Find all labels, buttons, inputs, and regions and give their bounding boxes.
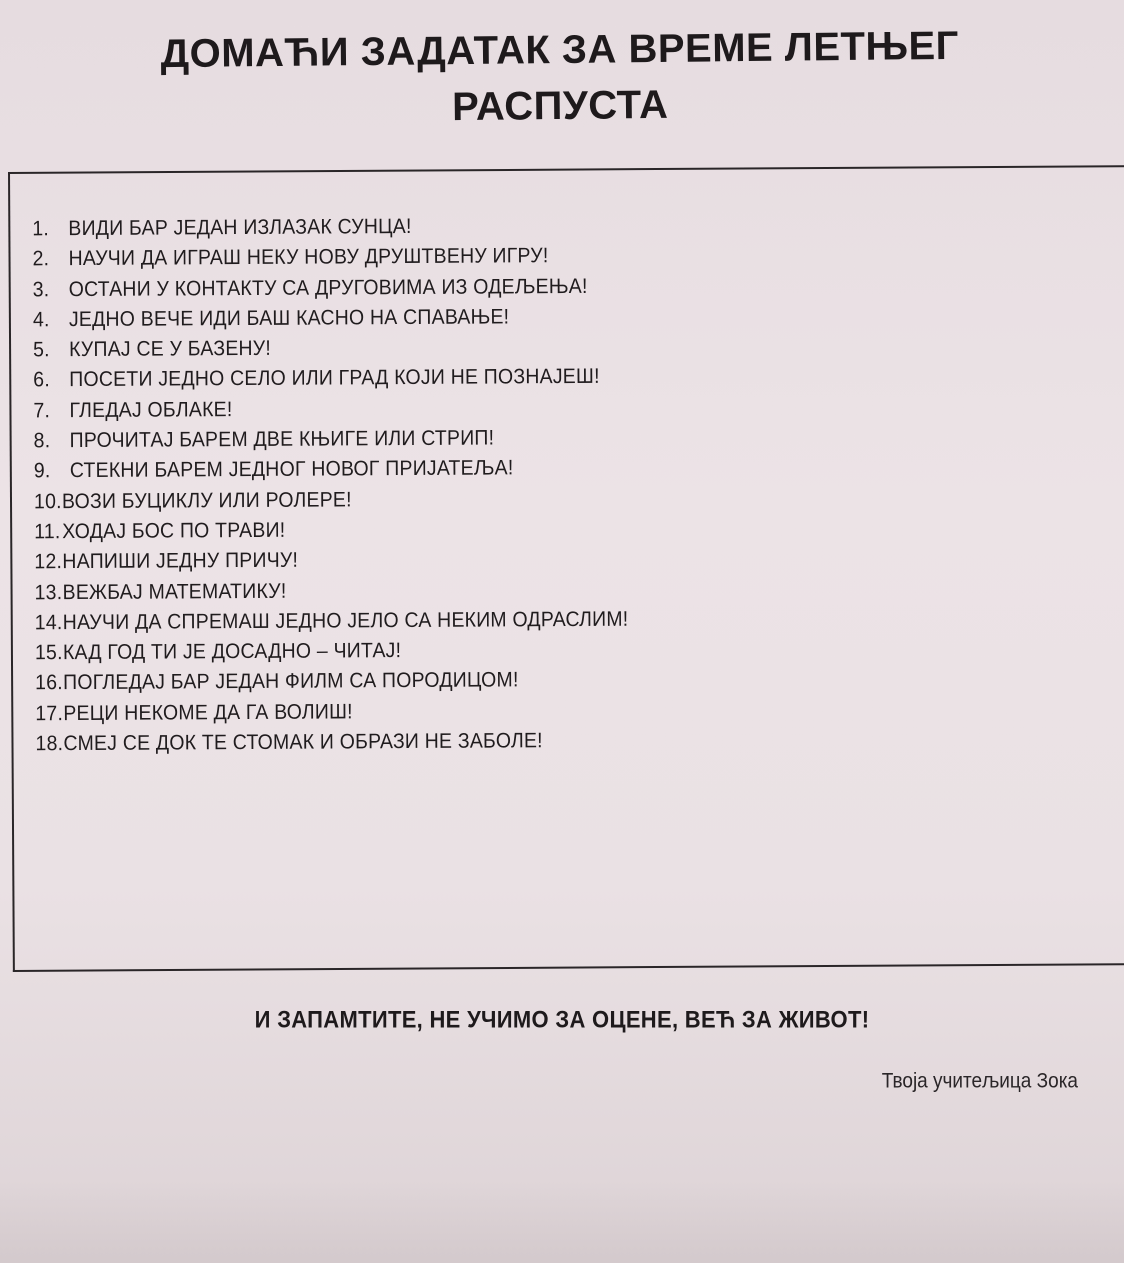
list-item-text: НАУЧИ ДА ИГРАШ НЕКУ НОВУ ДРУШТВЕНУ ИГРУ! — [68, 244, 549, 271]
list-item-number: 7. — [33, 398, 51, 423]
list-item-number: 16. — [35, 671, 63, 696]
list-item-text: НАУЧИ ДА СПРЕМАШ ЈЕДНО ЈЕЛО СА НЕКИМ ОДРАСЛИМ! — [62, 607, 629, 635]
list-item-text: КАД ГОД ТИ ЈЕ ДОСАДНО – ЧИТАЈ! — [62, 638, 402, 665]
list-item-text: ОСТАНИ У КОНТАКТУ СА ДРУГОВИМА ИЗ ОДЕЉЕЊА! — [68, 274, 588, 302]
task-list — [32, 210, 629, 759]
list-item-number: 8. — [33, 428, 51, 453]
list-item-number: 5. — [33, 338, 50, 362]
list-item-text: КУПАЈ СЕ У БАЗЕНУ! — [69, 336, 272, 362]
list-item-text: СТЕКНИ БАРЕМ ЈЕДНОГ НОВОГ ПРИЈАТЕЉА! — [69, 456, 514, 483]
list-item-number: 2. — [32, 247, 50, 272]
list-item-text: ПРОЧИТАЈ БАРЕМ ДВЕ КЊИГЕ ИЛИ СТРИП! — [69, 426, 495, 453]
list-item-number: 13. — [34, 580, 63, 605]
list-item-text: РЕЦИ НЕКОМЕ ДА ГА ВОЛИШ! — [63, 699, 353, 726]
list-item-text: ХОДАЈ БОС ПО ТРАВИ! — [62, 518, 286, 544]
list-item-number: 12. — [34, 550, 63, 574]
teacher-signature: Твоја учитељица Зока — [881, 1069, 1078, 1093]
list-item-number: 3. — [32, 277, 50, 302]
document-title — [59, 17, 1060, 139]
list-item-text: ЈЕДНО ВЕЧЕ ИДИ БАШ КАСНО НА СПАВАЊЕ! — [68, 304, 510, 332]
list-item-text: СМЕЈ СЕ ДОК ТЕ СТОМАК И ОБРАЗИ НЕ ЗАБОЛЕ! — [63, 728, 543, 756]
list-item-number: 4. — [32, 307, 50, 332]
list-item-text: ВЕЖБАЈ МАТЕМАТИКУ! — [62, 578, 287, 605]
closing-message: И ЗАПАМТИТЕ, НЕ УЧИМО ЗА ОЦЕНЕ, ВЕЋ ЗА ЖИВОТ! — [254, 1005, 870, 1034]
list-item — [35, 724, 629, 760]
list-item-number: 1. — [32, 216, 50, 241]
list-item-number: 18. — [35, 731, 64, 756]
list-item-number: 11. — [34, 519, 61, 544]
list-item-number: 9. — [33, 459, 51, 484]
list-item-number: 10. — [33, 489, 62, 514]
list-item-number: 17. — [35, 701, 64, 726]
list-item-text: ВОЗИ БУЦИКЛУ ИЛИ РОЛЕРЕ! — [61, 487, 352, 514]
title-line-1: ДОМАЋИ ЗАДАТАК ЗА ВРЕМЕ ЛЕТЊЕГ — [160, 23, 960, 77]
task-list-box — [8, 165, 1124, 972]
list-item-number: 15. — [34, 640, 63, 665]
list-item-text: НАПИШИ ЈЕДНУ ПРИЧУ! — [62, 548, 299, 574]
list-item-text: ГЛЕДАЈ ОБЛАКЕ! — [69, 397, 233, 423]
paper-bottom-shadow — [0, 1180, 1124, 1263]
list-item-text: ПОГЛЕДАЈ БАР ЈЕДАН ФИЛМ СА ПОРОДИЦОМ! — [63, 668, 519, 695]
list-item-text: ПОСЕТИ ЈЕДНО СЕЛО ИЛИ ГРАД КОЈИ НЕ ПОЗНАЈЕШ! — [69, 364, 600, 392]
title-line-2: РАСПУСТА — [451, 82, 669, 130]
list-item-text: ВИДИ БАР ЈЕДАН ИЗЛАЗАК СУНЦА! — [68, 214, 412, 241]
list-item-number: 14. — [34, 610, 63, 635]
list-item-number: 6. — [33, 368, 51, 393]
